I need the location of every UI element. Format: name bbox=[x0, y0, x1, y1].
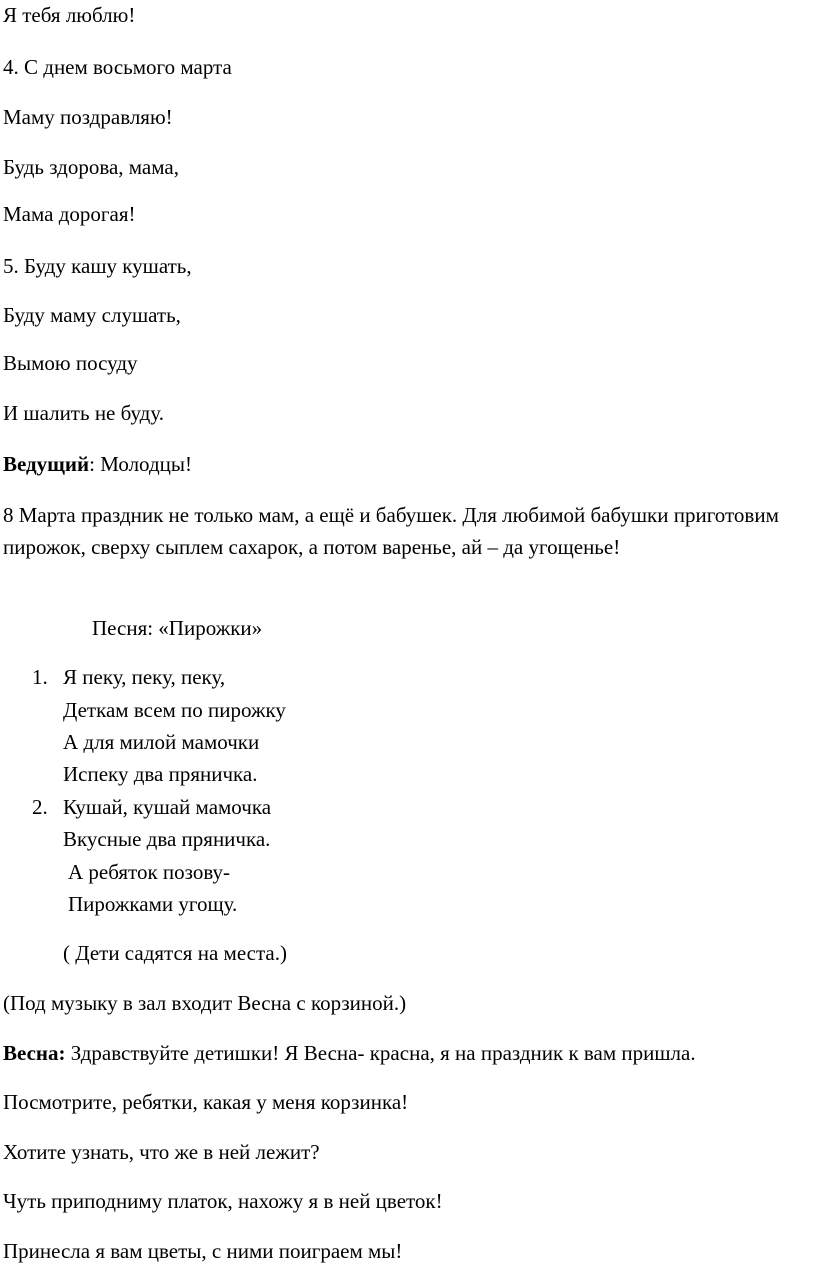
song-line: Пирожками угощу. bbox=[68, 892, 238, 916]
poem-line: Будь здорова, мама, bbox=[3, 155, 179, 179]
verse-2-number: 2. bbox=[32, 795, 48, 819]
song-line: А для милой мамочки bbox=[63, 730, 260, 754]
song-title: Песня: «Пирожки» bbox=[92, 616, 263, 640]
host-speaker: Ведущий bbox=[3, 452, 90, 476]
song-line: Я пеку, пеку, пеку, bbox=[63, 665, 226, 689]
closing-line: Принесла я вам цветы, с ними поиграем мы! bbox=[3, 1239, 403, 1263]
verse-1-number: 1. bbox=[32, 665, 48, 689]
poem-line: Вымою посуду bbox=[3, 351, 138, 375]
spring-text: Здравствуйте детишки! Я Весна- красна, я на праздник к вам пришла. bbox=[65, 1041, 696, 1065]
closing-line: Хотите узнать, что же в ней лежит? bbox=[3, 1140, 320, 1164]
closing-line: Посмотрите, ребятки, какая у меня корзинка! bbox=[3, 1090, 409, 1114]
poem-line: Я тебя люблю! bbox=[3, 3, 136, 27]
poem-line: И шалить не буду. bbox=[3, 401, 165, 425]
song-line: Вкусные два пряничка. bbox=[63, 827, 271, 851]
poem-line: Буду маму слушать, bbox=[3, 303, 181, 327]
stage-direction: (Под музыку в зал входит Весна с корзиной.) bbox=[3, 991, 407, 1015]
poem-line: Маму поздравляю! bbox=[3, 105, 173, 129]
host-line bbox=[3, 451, 192, 477]
poem-line: 4. С днем восьмого марта bbox=[3, 55, 232, 79]
host-text: Молодцы! bbox=[94, 452, 192, 476]
spring-speaker: Весна: bbox=[3, 1041, 66, 1065]
host-separator: : bbox=[89, 452, 95, 476]
song-line: Деткам всем по пирожку bbox=[63, 698, 286, 722]
song-line: Испеку два пряничка. bbox=[63, 762, 258, 786]
poem-line: Мама дорогая! bbox=[3, 202, 136, 226]
song-line: Кушай, кушай мамочка bbox=[63, 795, 272, 819]
stage-direction: ( Дети садятся на места.) bbox=[63, 941, 287, 965]
spring-line bbox=[3, 1040, 696, 1066]
poem-line: 5. Буду кашу кушать, bbox=[3, 254, 192, 278]
intro-paragraph: 8 Марта праздник не только мам, а ещё и бабушек. Для любимой бабушки приготовим пирожок, сверху сыплем сахарок, а потом варенье, ай – да угощенье! bbox=[3, 503, 779, 559]
closing-line: Чуть приподниму платок, нахожу я в ней цветок! bbox=[3, 1189, 443, 1213]
song-line: А ребяток позову- bbox=[68, 860, 231, 884]
